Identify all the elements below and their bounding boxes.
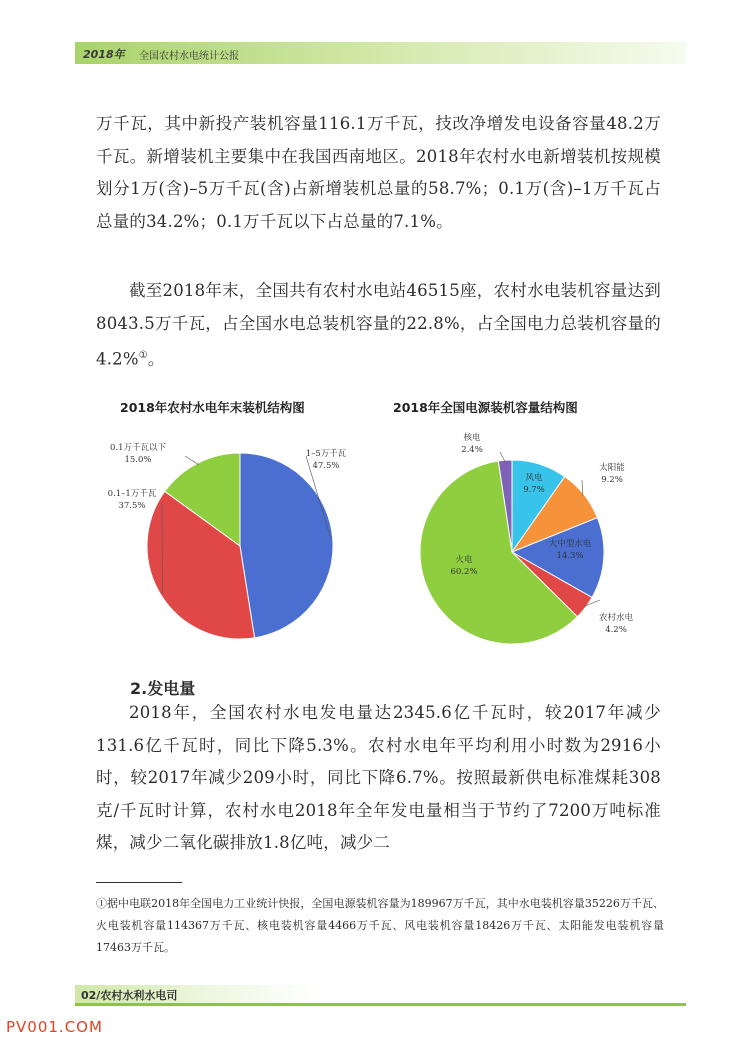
pie-leader-line-3 <box>185 456 199 465</box>
footnote-ref: ① <box>138 350 148 361</box>
pie-label-3: 太阳能 <box>599 463 625 473</box>
pie-label-1: 核电 <box>463 433 481 443</box>
pie-label-5: 农村水电 <box>598 613 634 623</box>
paragraph-2-end: 。 <box>147 349 165 369</box>
pie-value-1: 47.5% <box>312 461 340 471</box>
pie-chart-rural-hydro <box>80 420 370 660</box>
pie-chart-national-power <box>400 420 660 660</box>
pie-label-1: 1–5万千瓦 <box>305 449 347 459</box>
page-header <box>75 42 686 64</box>
footnote-divider <box>96 882 182 883</box>
pie-value-4: 14.3% <box>556 551 584 561</box>
page-footer <box>75 985 686 1006</box>
pie-value-5: 4.2% <box>605 625 627 635</box>
pie-value-2: 37.5% <box>118 501 146 511</box>
chart-2-title: 2018年全国电源装机容量结构图 <box>393 400 578 415</box>
pie-value-3: 15.0% <box>124 455 152 465</box>
chart-1-title: 2018年农村水电年末装机结构图 <box>120 400 305 415</box>
pie-label-2: 0.1–1万千瓦 <box>107 489 157 499</box>
paragraph-2 <box>96 275 661 376</box>
pie-label-6: 火电 <box>455 555 473 565</box>
pie-label-2: 风电 <box>525 473 543 483</box>
footer-label: 02/农村水利水电司 <box>81 989 178 1002</box>
header-year: 2018年 <box>83 48 125 61</box>
pie-label-3: 0.1万千瓦以下 <box>109 443 167 453</box>
pie-slice-1 <box>240 453 333 638</box>
pie-value-2: 9.7% <box>523 485 545 495</box>
pie-label-4: 大中型水电 <box>548 539 592 549</box>
footnote: ①据中电联2018年全国电力工业统计快报，全国电源装机容量为189967万千瓦，其中水电装机容量35226万千瓦、火电装机容量114367万千瓦、核电装机容量4466万千瓦、风电装机容量18426万千瓦、太阳能发电装机容量17463万千瓦。 <box>96 897 664 954</box>
pie-value-3: 9.2% <box>601 475 623 485</box>
paragraph-2-text: 截至2018年末，全国共有农村水电站46515座，农村水电装机容量达到8043.5万千瓦，占全国水电总装机容量的22.8%，占全国电力总装机容量的4.2% <box>96 281 661 369</box>
pie-value-1: 2.4% <box>461 445 483 455</box>
paragraph-1: 万千瓦，其中新投产装机容量116.1万千瓦，技改净增发电设备容量48.2万千瓦。新增装机主要集中在我国西南地区。2018年农村水电新增装机按规模划分1万(含)–5万千瓦(含)占新增装机总量的58.7%；0.1万(含)–1万千瓦占总量的34.2%；0.1万千瓦以下占总量的7.1%。 <box>96 114 661 231</box>
watermark: PV001.COM <box>6 1018 103 1036</box>
paragraph-3: 2018年，全国农村水电发电量达2345.6亿千瓦时，较2017年减少131.6亿千瓦时，同比下降5.3%。农村水电年平均利用小时数为2916小时，较2017年减少209小时，同比下降6.7%。按照最新供电标准煤耗308克/千瓦时计算，农村水电2018年全年发电量相当于节约了7200万吨标准煤，减少二氧化碳排放1.8亿吨，减少二 <box>96 703 661 852</box>
section-title: 2.发电量 <box>130 679 196 698</box>
header-title: 全国农村水电统计公报 <box>139 51 239 62</box>
pie-value-6: 60.2% <box>450 567 478 577</box>
